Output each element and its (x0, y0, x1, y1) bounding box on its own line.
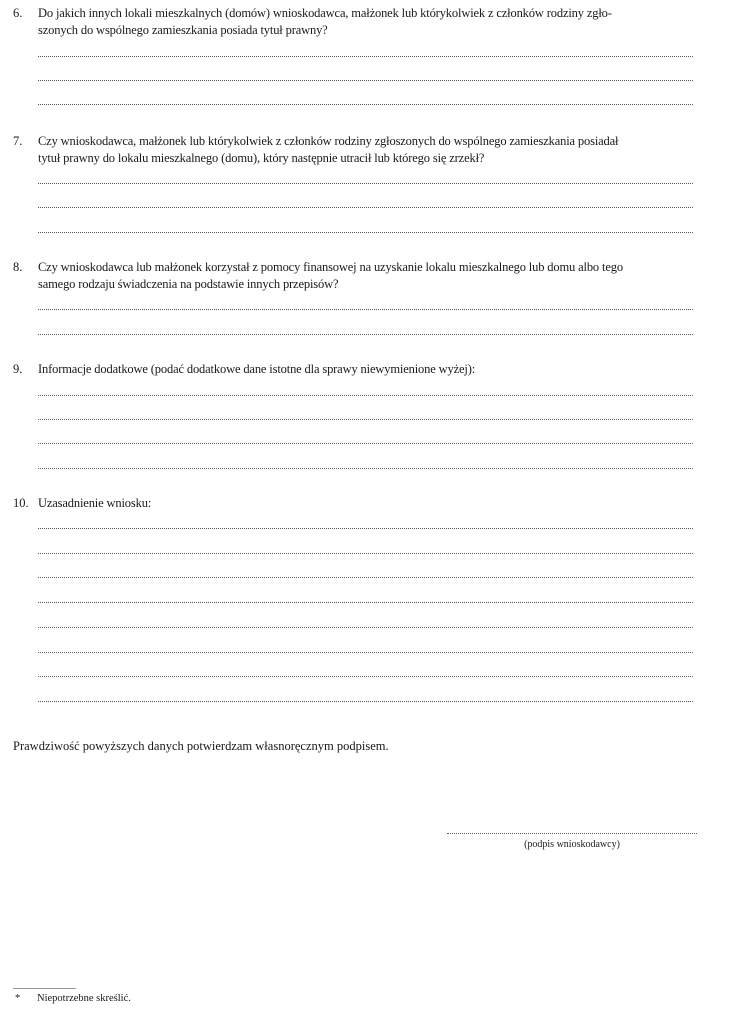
answer-line[interactable] (38, 553, 693, 554)
answer-line[interactable] (38, 395, 693, 396)
signature-label: (podpis wnioskodawcy) (524, 839, 620, 850)
answer-line[interactable] (38, 602, 693, 603)
question-text-line: Uzasadnienie wniosku: (38, 496, 152, 510)
answer-line[interactable] (38, 701, 693, 702)
question-number: 6. (13, 6, 23, 20)
question-number: 8. (13, 260, 23, 274)
footnote-marker: * (15, 993, 21, 1004)
signature-line[interactable] (447, 833, 697, 834)
answer-line[interactable] (38, 232, 693, 233)
confirmation-statement: Prawdziwość powyższych danych potwierdzam własnoręcznym podpisem. (13, 739, 389, 753)
question-text (38, 259, 702, 293)
question-text (38, 495, 702, 512)
answer-line[interactable] (38, 676, 693, 677)
answer-line[interactable] (38, 577, 693, 578)
question-text (38, 133, 702, 167)
answer-line[interactable] (38, 104, 693, 105)
answer-line[interactable] (38, 207, 693, 208)
question-text-line: Czy wnioskodawca, małżonek lub którykolwiek z członków rodziny zgłoszonych do wspólnego zamieszkania posiadał (38, 134, 619, 148)
question-text-line: samego rodzaju świadczenia na podstawie innych przepisów? (38, 277, 339, 291)
question-number: 10. (13, 496, 29, 510)
answer-line[interactable] (38, 528, 693, 529)
answer-line[interactable] (38, 56, 693, 57)
question-text-line: tytuł prawny do lokalu mieszkalnego (domu), który następnie utracił lub którego się zrzekł? (38, 151, 485, 165)
question-number: 9. (13, 362, 23, 376)
question-text-line: szonych do wspólnego zamieszkania posiada tytuł prawny? (38, 23, 328, 37)
question-text-line: Do jakich innych lokali mieszkalnych (domów) wnioskodawca, małżonek lub którykolwiek z członków rodziny zgło- (38, 6, 612, 20)
answer-line[interactable] (38, 334, 693, 335)
footnote-text: Niepotrzebne skreślić. (37, 993, 131, 1004)
answer-line[interactable] (38, 183, 693, 184)
question-text (38, 5, 702, 39)
answer-line[interactable] (38, 468, 693, 469)
answer-line[interactable] (38, 80, 693, 81)
question-text-line: Informacje dodatkowe (podać dodatkowe dane istotne dla sprawy niewymienione wyżej): (38, 362, 476, 376)
question-text (38, 361, 702, 378)
footnote-divider (13, 988, 76, 989)
answer-line[interactable] (38, 309, 693, 310)
answer-line[interactable] (38, 627, 693, 628)
answer-line[interactable] (38, 652, 693, 653)
question-text-line: Czy wnioskodawca lub małżonek korzystał z pomocy finansowej na uzyskanie lokalu mieszkalnego lub domu albo tego (38, 260, 623, 274)
answer-line[interactable] (38, 443, 693, 444)
question-number: 7. (13, 134, 23, 148)
answer-line[interactable] (38, 419, 693, 420)
